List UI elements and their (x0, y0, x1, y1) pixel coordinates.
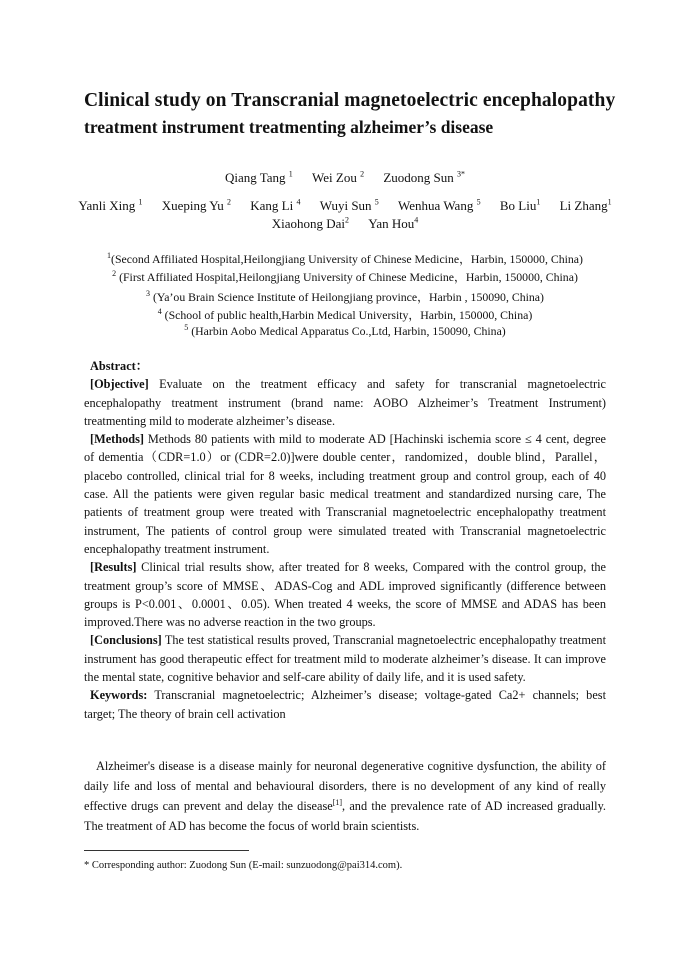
author: Li Zhang$^1$ (559, 197, 612, 213)
abstract-conclusions: [Conclusions] The test statistical results proved, Transcranial magnetoelectric encephalopathy treatment instrument has good therapeutic effect for treatment mild to moderate alzheimer’s disease. It can improve the mental state, cognitive behavior and self-care ability of daily life, and it is used safety. (84, 633, 606, 685)
author: Wei Zou $^2$ (312, 169, 365, 185)
affiliation-5: $^5$ (Harbin Aobo Medical Apparatus Co.,Ltd, Harbin, 150090, China) (184, 323, 506, 338)
abstract-heading: Abstract： (90, 359, 149, 373)
body-paragraph: Alzheimer's disease is a disease mainly for neuronal degenerative cognitive dysfunction, the ability of daily life and loss of mental and behavioural disorders, there is no development of any kind of really effective drugs can prevent and delay the disease[1], and the prevalence rate of AD increased gradually. The treatment of AD has become the focus of world brain scientists. (84, 759, 606, 833)
author-row-2 (0, 198, 690, 214)
author: Wuyi Sun $^5$ (319, 197, 379, 213)
author-row-1 (0, 170, 690, 186)
abstract-objective: [Objective] Evaluate on the treatment efficacy and safety for transcranial magnetoelectric encephalopathy treatment instrument (brand name: AOBO Alzheimer’s Treatment Instrument) treatmenting mild to moderate alzheimer’s disease. (84, 377, 606, 428)
footnote-divider (84, 850, 249, 851)
author: Xueping Yu $^2$ (161, 197, 231, 213)
author: Qiang Tang $^1$ (224, 169, 293, 185)
paper-title-line2: treatment instrument treatmenting alzheimer’s disease (84, 117, 494, 137)
author: Bo Liu$^1$ (499, 197, 541, 213)
abstract-results: [Results] Clinical trial results show, after treated for 8 weeks, Compared with the control group, the treatment group’s score of MMSE、ADAS-Cog and ADL improved significantly (difference between groups is P<0.001、0.0001、0.05). When treated 4 weeks, the score of MMSE and ADAS has been improved.There was no adverse reaction in the two groups. (84, 560, 606, 630)
affiliation-2: $^2$ (First Affiliated Hospital,Heilongjiang University of Chinese Medicine，Harbin, 150000, China) (112, 269, 578, 284)
abstract-methods: [Methods] Methods 80 patients with mild to moderate AD [Hachinski ischemia score ≤ 4 cent, degree of dementia（CDR=1.0）or (CDR=2.0)]were double center，randomized，double blind，Parallel，placebo controlled, clinical trial for 8 weeks, including treatment group and control group, each of 40 case. All the patients were given regular basic medical treatment and standardized nursing care, The patients of treatment group were treated with Transcranial magnetoelectric encephalopathy treatment instrument, The patients of control group were simulated treated with Transcranial magnetoelectric encephalopathy treatment instrument. (84, 432, 606, 556)
paper-title-line1: Clinical study on Transcranial magnetoelectric encephalopathy (84, 90, 616, 111)
abstract-keywords: Keywords: Transcranial magnetoelectric; Alzheimer’s disease; voltage-gated Ca2+ channels; best target; The theory of brain cell activation (84, 688, 606, 721)
footnote: * Corresponding author: Zuodong Sun (E-mail: sunzuodong@pai314.com). (84, 860, 403, 871)
author: Yan Hou$^4$ (368, 215, 419, 231)
abstract (84, 357, 606, 723)
affiliation-1: $^1$(Second Affiliated Hospital,Heilongjiang University of Chinese Medicine，Harbin, 150000, China) (107, 251, 583, 266)
affiliation-3: $^3$ (Ya’ou Brain Science Institute of Heilongjiang province，Harbin , 150090, China) (146, 289, 544, 304)
author: Yanli Xing $^1$ (78, 197, 143, 213)
author: Xiaohong Dai$^2$ (271, 215, 350, 231)
affiliation-4: $^4$ (School of public health,Harbin Medical University，Harbin, 150000, China) (157, 307, 533, 322)
author: Wenhua Wang $^5$ (398, 197, 481, 213)
author: Kang Li $^4$ (250, 197, 301, 213)
citation-ref[interactable]: [1] (332, 797, 343, 807)
author: Zuodong Sun $^{3*}$ (383, 169, 466, 185)
author-row-3 (0, 216, 690, 232)
